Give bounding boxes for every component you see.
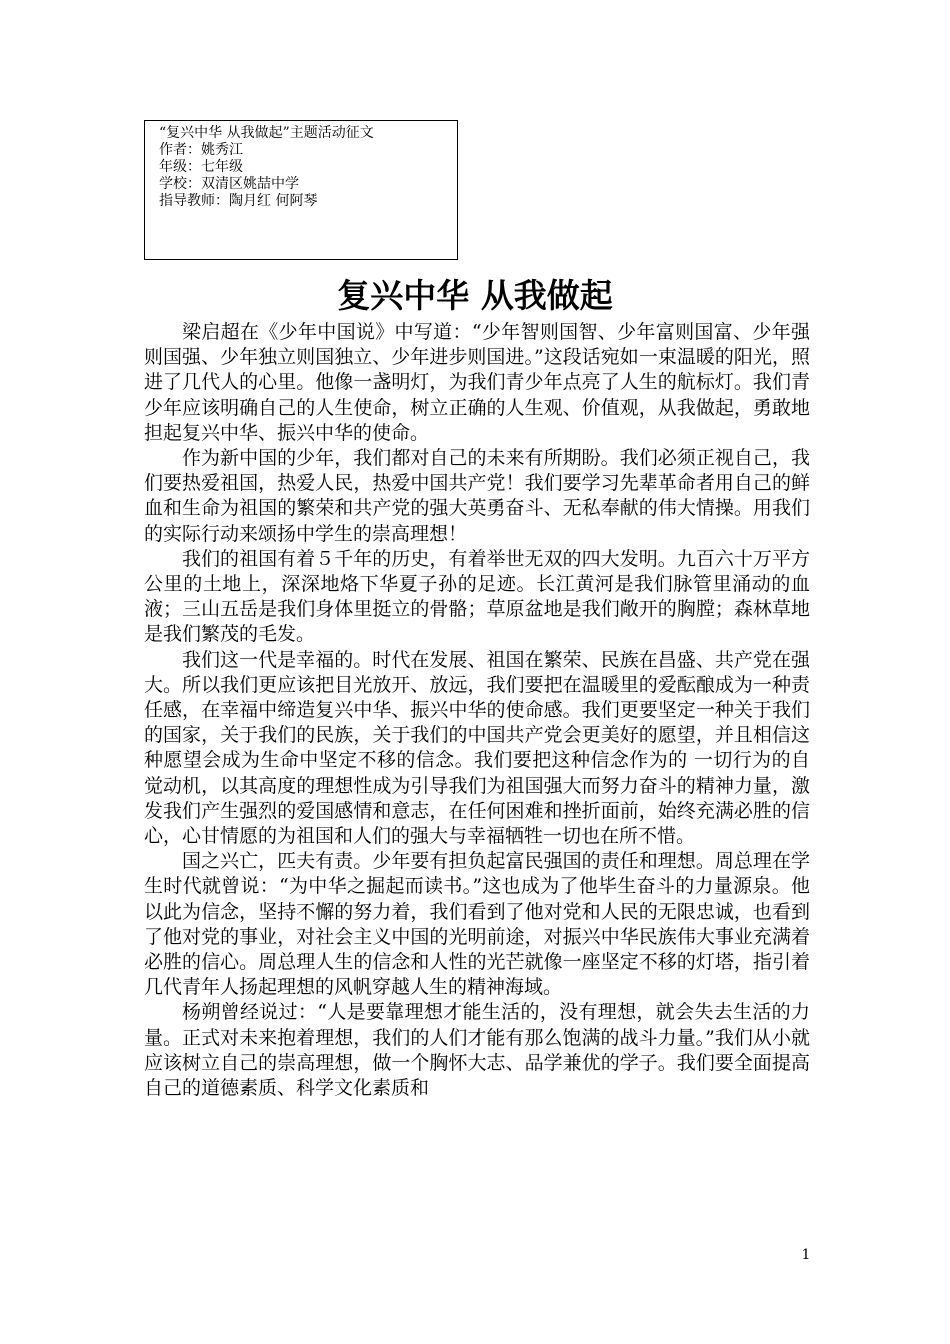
essay-info-box (144, 120, 458, 260)
paragraph: 作为新中国的少年，我们都对自己的未来有所期盼。我们必须正视自己，我们要热爱祖国，热爱人民，热爱中国共产党！我们要学习先辈革命者用自己的鲜血和生命为祖国的繁荣和共产党的强大英勇奋斗、无私奉献的伟大情操。用我们的实际行动来颂扬中学生的崇高理想！ (144, 447, 810, 545)
paragraph: 我们的祖国有着５千年的历史，有着举世无双的四大发明。九百六十万平方公里的土地上，深深地烙下华夏子孙的足迹。长江黄河是我们脉管里涌动的血液；三山五岳是我们身体里挺立的骨骼；草原盆地是我们敞开的胸膛；森林草地是我们繁茂的毛发。 (144, 547, 810, 646)
author-line: 作者：姚秀江 (159, 142, 243, 158)
contest-name: “复兴中华 从我做起”主题活动征文 (159, 125, 374, 141)
page-number: 1 (801, 1247, 811, 1263)
paragraph: 我们这一代是幸福的。时代在发展、祖国在繁荣、民族在昌盛、共产党在强大。所以我们更应该把目光放开、放远，我们要把在温暖里的爱酝酿成为一种责任感，在幸福中缔造复兴中华、振兴中华的使命感。我们更要坚定一种关于我们的国家，关于我们的民族，关于我们的中国共产党会更美好的愿望，并且相信这种愿望会成为生命中坚定不移的信念。我们要把这种信念作为的 一切行为的自觉动机，以其高度的理想性成为引导我们为祖国强大而努力奋斗的精神力量，激 发我们产生强烈的爱国感情和意志，在任何困难和挫折面前，始终充满必胜的信心，心甘情愿的为祖国和人们的强大与幸福牺牲一切也在所不惜。 (144, 648, 810, 848)
teacher-line: 指导教师：陶月红 何阿琴 (159, 193, 318, 209)
grade-line: 年级：七年级 (159, 159, 243, 175)
essay-body (144, 320, 810, 1101)
essay-title: 复兴中华 从我做起 (337, 276, 613, 315)
paragraph: 国之兴亡，匹夫有责。少年要有担负起富民强国的责任和理想。周总理在学生时代就曾说：“为中华之掘起而读书。”这也成为了他毕生奋斗的力量源泉。他以此为信念，坚持不懈的努力着，我们看到了他对党和人民的无限忠诚，也看到了他对党的事业，对社会主义中国的光明前途，对振兴中华民族伟大事业充满着必胜的信心。周总理人生的信念和人性的光芒就像一座坚定不移的灯塔，指引着几代青年人扬起理想的风帆穿越人生的精神海域。 (144, 850, 810, 999)
paragraph: 杨朔曾经说过：“人是要靠理想才能生活的，没有理想，就会失去生活的力量。正式对未来抱着理想，我们的人们才能有那么饱满的战斗力量。”我们从小就应该树立自己的崇高理想，做一个胸怀大志、品学兼优的学子。我们要全面提高自己的道德素质、科学文化素质和 (144, 1001, 810, 1100)
paragraph: 梁启超在《少年中国说》中写道：“少年智则国智、少年富则国富、少年强则国强、少年独立则国独立、少年进步则国进。”这段话宛如一束温暖的阳光，照进了几代人的心里。他像一盏明灯，为我们青少年点亮了人生的航标灯。我们青少年应该明确自己的人生使命，树立正确的人生观、价值观，从我做起，勇敢地担起复兴中华、振兴中华的使命。 (144, 321, 810, 444)
school-line: 学校：双清区姚喆中学 (159, 176, 299, 192)
